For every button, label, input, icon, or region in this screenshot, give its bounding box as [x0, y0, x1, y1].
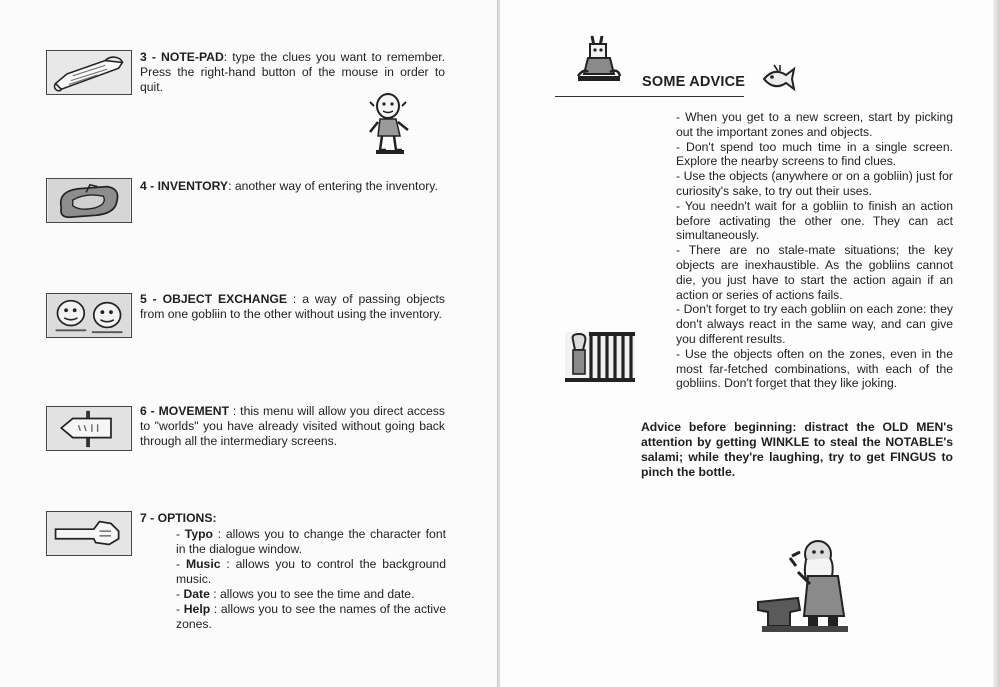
- movement-description: [140, 404, 445, 449]
- option-name: Typo: [184, 527, 214, 541]
- page-edge: [993, 0, 1000, 687]
- fish-sprite-icon: [760, 63, 796, 93]
- item-text: : another way of entering the inventory.: [228, 179, 438, 193]
- option-text: : allows you to change the character font in the dialogue window.: [176, 527, 446, 556]
- pointing-hand-icon: [47, 512, 131, 555]
- option-name: Music: [185, 557, 221, 571]
- advice-item: - Don't spend too much time in a single screen. Explore the nearby screens to find clues.: [676, 139, 953, 169]
- inventory-icon-box: [46, 178, 132, 223]
- option-text: : allows you to see the time and date.: [209, 587, 415, 601]
- advice-item: - Use the objects (anywhere or on a gobliin) just for curiosity's sake, to try out their uses.: [676, 169, 953, 198]
- option-text: : allows you to control the background music.: [176, 557, 446, 586]
- object-exchange-description: [140, 292, 445, 322]
- advice-item: - Use the objects often on the zones, even in the most far-fetched combinations, with each of the gobliins. Don't forget that they like joking.: [676, 346, 953, 391]
- item-number: 3 -: [140, 50, 156, 64]
- option-name: Date: [183, 587, 210, 601]
- signpost-icon: [47, 407, 131, 450]
- item-number: 5 -: [140, 292, 157, 306]
- title-underline: [555, 96, 744, 97]
- item-number: 7 -: [140, 511, 155, 525]
- option-bullet: -: [176, 587, 184, 601]
- note-pad-scroll-icon: [47, 51, 131, 94]
- item-title: OPTIONS:: [157, 511, 217, 525]
- object-exchange-faces-icon: [47, 294, 131, 337]
- option-bullet: -: [176, 602, 184, 616]
- inventory-description: [140, 179, 445, 194]
- advice-list: [676, 110, 953, 391]
- item-title: NOTE-PAD: [161, 50, 224, 64]
- options-list: [176, 527, 446, 632]
- item-text: : type the clues you want to remember. Press the right-hand button of the mouse in order to quit.: [140, 50, 446, 94]
- option-typo: [176, 527, 446, 557]
- item-title: MOVEMENT: [158, 404, 230, 418]
- item-number: 6 -: [140, 404, 155, 418]
- advice-item: - When you get to a new screen, start by picking out the important zones and objects.: [676, 110, 953, 139]
- option-name: Help: [183, 602, 211, 616]
- option-bullet: -: [176, 527, 185, 541]
- item-text: : a way of passing objects from one gobliin to the other without using the inventory.: [140, 292, 445, 321]
- object-exchange-icon-box: [46, 293, 132, 338]
- closing-advice: Advice before beginning: distract the OLD MEN's attention by getting WINKLE to steal the NOTABLE's salami; while they're laughing, try to get FINGUS to pinch the bottle.: [641, 420, 953, 479]
- prisoner-cage-sprite-icon: [563, 330, 637, 384]
- option-music: [176, 557, 446, 587]
- option-date: [176, 587, 446, 602]
- option-bullet: -: [176, 557, 186, 571]
- item-number: 4 -: [140, 179, 155, 193]
- advice-item: - There are no stale-mate situations; the key objects are inexhaustible. As the gobliins cannot die, you just have to start the action again if an action or series of actions fails.: [676, 243, 953, 302]
- movement-icon-box: [46, 406, 132, 451]
- blacksmith-goblin-sprite-icon: [752, 536, 852, 636]
- item-title: INVENTORY: [157, 179, 229, 193]
- advice-item: - You needn't wait for a gobliin to finish an action before activating the other one. They can act simultaneously.: [676, 198, 953, 243]
- options-icon-box: [46, 511, 132, 556]
- inventory-bag-icon: [47, 179, 131, 222]
- option-help: [176, 602, 446, 632]
- item-text: : this menu will allow you direct access to "worlds" you have already visited without going back through all the intermediary screens.: [140, 404, 445, 448]
- advice-title: SOME ADVICE: [642, 74, 746, 90]
- dog-sprite-icon: [574, 32, 624, 84]
- item-title: OBJECT EXCHANGE: [162, 292, 288, 306]
- options-heading: [140, 511, 445, 526]
- advice-item: - Don't forget to try each gobliin on each zone: they don't always react in the same way, and can give you different results.: [676, 302, 953, 346]
- option-text: : allows you to see the names of the active zones.: [176, 602, 446, 631]
- note-pad-description: [140, 50, 445, 95]
- goblin-sprite-icon: [368, 92, 414, 158]
- note-pad-icon-box: [46, 50, 132, 95]
